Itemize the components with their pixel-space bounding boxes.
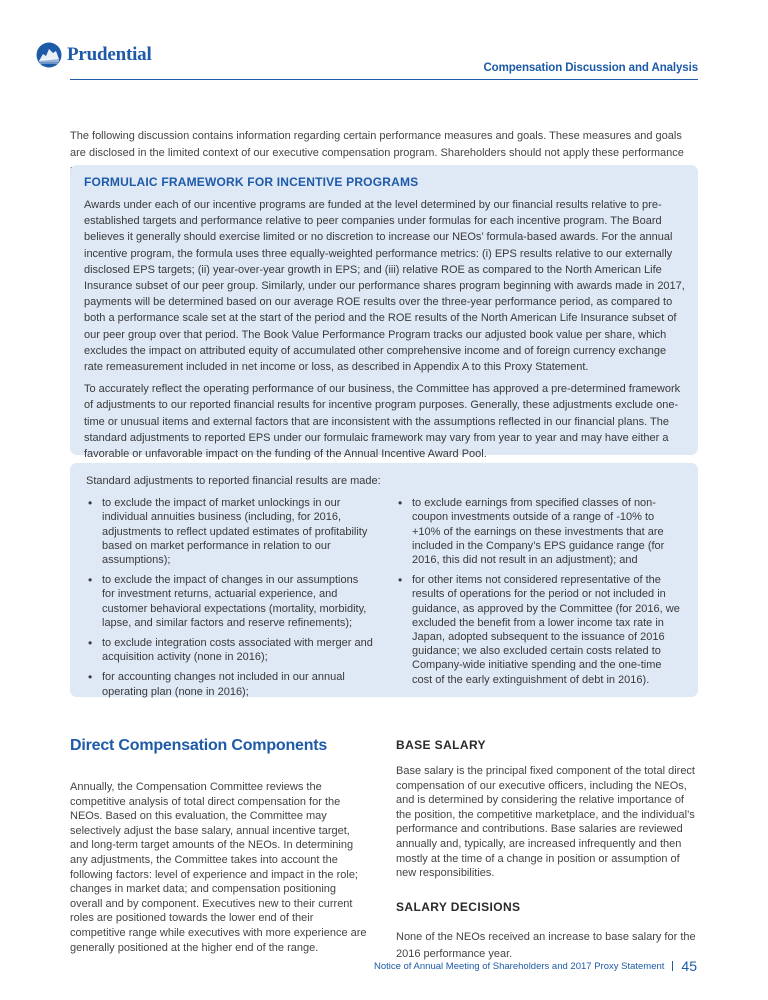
adjustments-right-column: [396, 496, 684, 705]
footer-divider: [672, 961, 673, 971]
framework-paragraph-1: Awards under each of our incentive programs are funded at the level determined by our financial results relative to pre-established targets and performance relative to peer companies under formulas for each incentive program. The Board believes it generally should exercise limited or no discretion to increase our NEOs’ formula-based awards. For the annual incentive program, the formula uses three equally-weighted performance metrics: (i) EPS results relative to our externally disclosed EPS targets; (ii) year-over-year growth in EPS; and (iii) relative ROE as compared to the North American Life Insurance subset of our peer group. Similarly, under our performance shares program beginning with awards made in 2017, payments will be determined based on our average ROE results over the three-year performance period, as compared to both a performance scale set at the start of the period and the ROE results of the North American Life Insurance subset of our peer group over that period. The Book Value Performance Program tracks our adjusted book value per share, which excludes the impact on attributed equity of accumulated other comprehensive income and of foreign currency exchange rate remeasurement included in net income or loss, as described in Appendix A to this Proxy Statement.: [84, 199, 685, 374]
salary-decisions-title: SALARY DECISIONS: [396, 899, 521, 914]
list-item: • to exclude integration costs associated with merger and acquisition activity (none in 2016);: [86, 636, 374, 664]
adjustments-left-column: [86, 496, 374, 705]
formulaic-framework-box: [70, 165, 698, 461]
direct-compensation-title: Direct Compensation Components: [70, 737, 328, 754]
prudential-logo: [36, 42, 152, 68]
salary-section: [396, 738, 702, 963]
list-item: • to exclude the impact of market unlockings in our individual annuities business (including, for 2016, adjustments to reflect updated estimates of profitability based on market performance in relation to our assumptions);: [86, 496, 374, 567]
base-salary-title: BASE SALARY: [396, 738, 486, 752]
standard-adjustments-box: [70, 463, 698, 697]
salary-decisions-body: None of the NEOs received an increase to base salary for the 2016 performance year.: [396, 930, 696, 960]
intro-paragraph: The following discussion contains information regarding certain performance measures and goals. These measures and goals are disclosed in the limited context of our executive compensation program. Shareholders should not apply these performance: [70, 130, 684, 159]
brand-name: Prudential: [67, 44, 152, 65]
list-item: • for other items not considered representative of the results of operations for the period or not included in guidance, as approved by the Committee (for 2016, we excluded the benefit from a lower income tax rate in Japan, adopted subsequent to the issuance of 2016 guidance; we also excluded certain costs related to Company-wide initiative spending and the one-time cost of the early extinguishment of debt in 2016).: [396, 573, 684, 687]
page-number: 45: [681, 958, 697, 974]
list-item: • to exclude the impact of changes in our assumptions for investment returns, actuarial experience, and customer behavioral expectations (mortality, morbidity, lapse, and similar factors and reserve refinements);: [86, 573, 374, 630]
direct-compensation-body: Annually, the Compensation Committee reviews the competitive analysis of total direct compensation for the NEOs. Based on this evaluation, the Committee may selectively adjust the base salary, annual incentive target, and long-term target amounts of the NEOs. In determining any adjustments, the Committee takes into account the following factors: level of experience and impact in the role; changes in market data; and compensation positioning overall and by component. Executives new to their current roles are positioned towards the lower end of their competitive range while executives with more experience are generally positioned at the higher end of the range.: [70, 781, 367, 954]
footer-text: Notice of Annual Meeting of Shareholders and 2017 Proxy Statement: [373, 960, 665, 972]
list-item: • to exclude earnings from specified classes of non-coupon investments outside of a range of -10% to +10% of the earnings on these investments that are included in the Company’s EPS guidance range (for 2016, this did not result in an adjustment); and: [396, 496, 684, 567]
direct-compensation-section: [70, 737, 370, 955]
base-salary-body: Base salary is the principal fixed component of the total direct compensation of our executive officers, including the NEOs, and is determined by considering the relative importance of the position, the competitive marketplace, and the individual’s performance and contributions. Base salaries are reviewed annually and, typically, are increased infrequently and then mostly at the time of a change in position or assumption of new responsibilities.: [396, 765, 695, 880]
rock-of-gibraltar-icon: [36, 42, 62, 68]
section-title: Compensation Discussion and Analysis: [483, 62, 698, 74]
framework-title: FORMULAIC FRAMEWORK FOR INCENTIVE PROGRAMS: [84, 175, 419, 189]
page-footer: [374, 958, 697, 974]
adjustments-lead: Standard adjustments to reported financial results are made:: [86, 475, 381, 487]
header-divider: [70, 79, 698, 80]
framework-paragraph-2: To accurately reflect the operating performance of our business, the Committee has approved a pre-determined framework of adjustments to our reported financial results for incentive program purposes. Generally, these adjustments exclude one-time or unusual items and external factors that are inconsistent with the assumptions reflected in our financial plans. The standard adjustments to reported EPS under our formulaic framework may vary from year to year and may have either a favorable or unfavorable impact on the funding of the Annual Incentive Award Pool.: [84, 383, 681, 461]
list-item: • for accounting changes not included in our annual operating plan (none in 2016);: [86, 670, 374, 698]
